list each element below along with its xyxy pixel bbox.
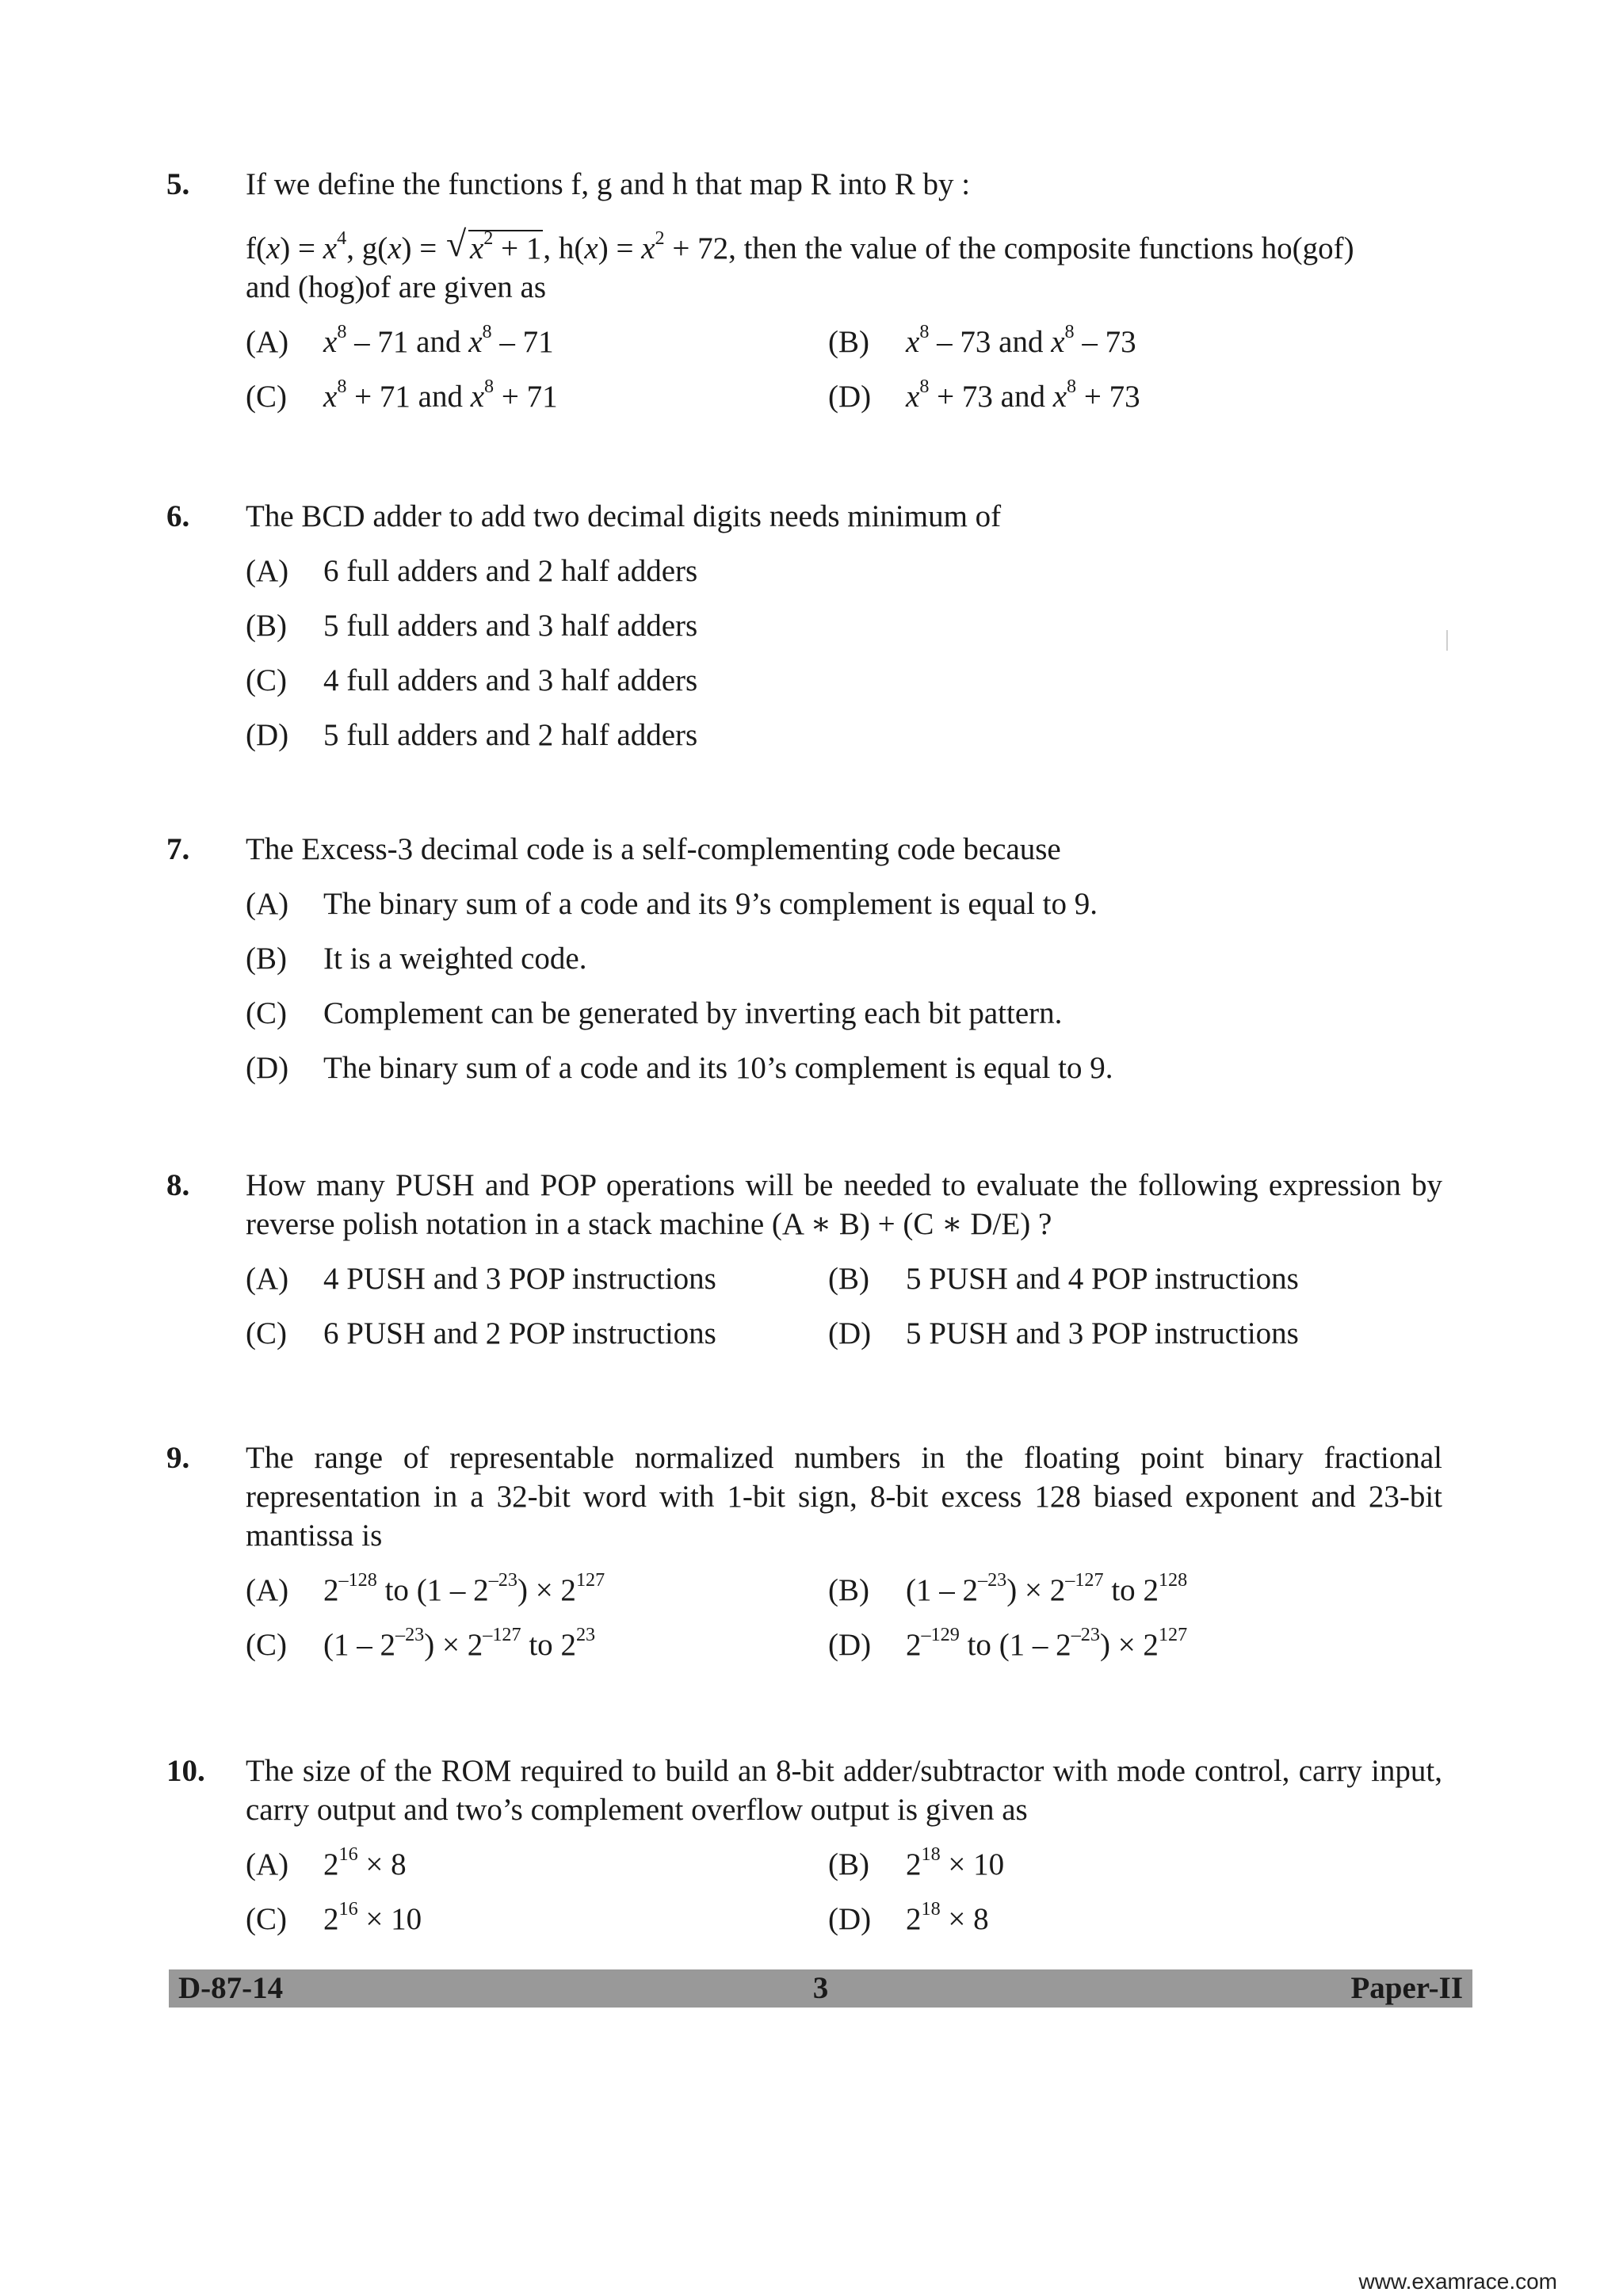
- option-d: (D) $2^{18} \times 8$: [828, 1897, 989, 1936]
- options: [246, 1259, 1442, 1353]
- option-d: (D) $2^{-129}$ to $(1 - 2^{-23}) \times 2^{127}$: [828, 1623, 1188, 1662]
- question-stem: The size of the ROM required to build an 8-bit adder/subtractor with mode control, carry input, carry output and two’s complement overflow output is given as: [246, 1754, 1442, 1827]
- option-c: (C) $x^8 + 71$ and $x^8 + 71$: [246, 375, 558, 414]
- question-stem: The BCD adder to add two decimal digits needs minimum of: [246, 499, 1002, 533]
- options: [246, 1568, 1442, 1664]
- option-a: (A) $2^{16} \times 8$: [246, 1843, 407, 1881]
- question-stem: The range of representable normalized numbers in the floating point binary fractional representation in a 32-bit word with 1-bit sign, 8-bit excess 128 biased exponent and 23-bit mantissa is: [246, 1441, 1442, 1553]
- option-c: (C) 6 PUSH and 2 POP instructions: [246, 1316, 716, 1350]
- question-number: 7.: [166, 832, 190, 866]
- question-number: 9.: [166, 1441, 190, 1475]
- option-d: (D) The binary sum of a code and its 10’s complement is equal to 9.: [246, 1051, 1113, 1085]
- page-number: 3: [812, 1971, 829, 2005]
- option-a: (A) 4 PUSH and 3 POP instructions: [246, 1262, 716, 1296]
- question-9: [166, 1438, 1442, 1664]
- sqrt-expression: √ $x^2 + 1$: [445, 223, 542, 266]
- option-b: (B) $x^8 - 73$ and $x^8 - 73$: [828, 320, 1136, 359]
- options: [246, 320, 1442, 416]
- options: [246, 1845, 1442, 1939]
- question-formula: $f(x) = x^4$, g(x) = √ $x^2 + 1$, $h(x) = x^2 + 72$, then the value of the composite functions ho(gof): [246, 229, 1442, 268]
- option-c: (C) $(1 - 2^{-23}) \times 2^{-127}$ to $2^{23}$: [246, 1623, 596, 1662]
- page-footer: [169, 1969, 1472, 2008]
- website-watermark: www.examrace.com: [1358, 2269, 1557, 2294]
- paper-code: D-87-14: [178, 1971, 284, 2005]
- option-d: (D) 5 PUSH and 3 POP instructions: [828, 1316, 1299, 1350]
- option-a: (A) 6 full adders and 2 half adders: [246, 554, 698, 588]
- option-b: (B) 5 PUSH and 4 POP instructions: [828, 1262, 1299, 1296]
- question-number: 6.: [166, 499, 190, 533]
- question-6: [166, 497, 1442, 770]
- options: [246, 552, 1442, 770]
- option-d: (D) $x^8 + 73$ and $x^8 + 73$: [828, 375, 1140, 414]
- question-10: [166, 1752, 1442, 1939]
- scan-artifact: [1446, 630, 1448, 651]
- option-a: (A) $x^8 - 71$ and $x^8 - 71$: [246, 320, 554, 359]
- option-b: (B) $2^{18} \times 10$: [828, 1843, 1005, 1881]
- question-number: 8.: [166, 1168, 190, 1202]
- option-a: (A) $2^{-128}$ to $(1 - 2^{-23}) \times 2^{127}$: [246, 1568, 605, 1607]
- option-b: (B) $(1 - 2^{-23}) \times 2^{-127}$ to $2^{128}$: [828, 1568, 1188, 1607]
- question-number: 10.: [166, 1754, 205, 1788]
- question-stem: If we define the functions f, g and h that map R into R by :: [246, 167, 971, 201]
- question-formula-cont: and (hog)of are given as: [246, 270, 547, 304]
- paper-name: Paper-II: [1350, 1971, 1463, 2005]
- option-c: (C) Complement can be generated by inverting each bit pattern.: [246, 996, 1063, 1030]
- option-c: (C) $2^{16} \times 10$: [246, 1897, 422, 1936]
- option-b: (B) 5 full adders and 3 half adders: [246, 609, 698, 643]
- question-number: 5.: [166, 167, 190, 201]
- question-7: [166, 830, 1442, 1103]
- question-stem: The Excess-3 decimal code is a self-complementing code because: [246, 832, 1061, 866]
- question-stem: How many PUSH and POP operations will be needed to evaluate the following expression by reverse polish notation in a stack machine (A ∗ B) + (C ∗ D/E) ?: [246, 1168, 1442, 1241]
- option-c: (C) 4 full adders and 3 half adders: [246, 663, 698, 697]
- question-5: [166, 165, 1442, 416]
- question-8: [166, 1166, 1442, 1353]
- option-b: (B) It is a weighted code.: [246, 942, 587, 976]
- option-d: (D) 5 full adders and 2 half adders: [246, 718, 698, 752]
- option-a: (A) The binary sum of a code and its 9’s complement is equal to 9.: [246, 887, 1098, 921]
- options: [246, 884, 1442, 1103]
